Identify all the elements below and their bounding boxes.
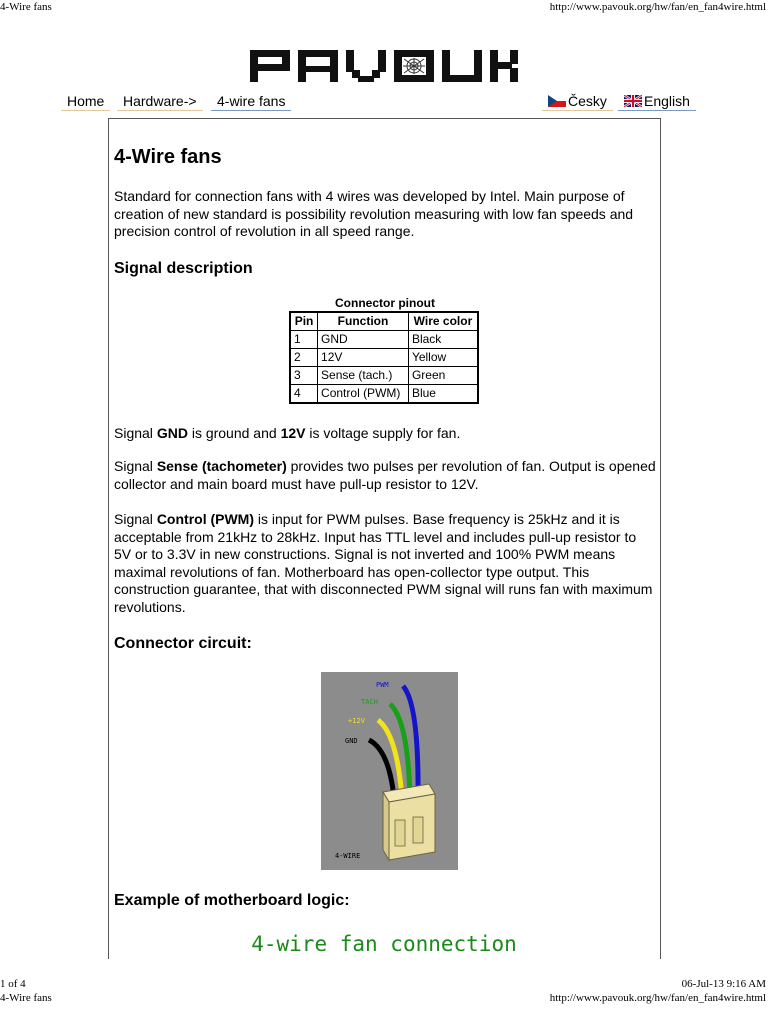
- table-header-row: [290, 312, 478, 331]
- column-header: Function: [318, 312, 409, 331]
- wire-color-cell: Yellow: [408, 349, 478, 367]
- print-footer-url: http://www.pavouk.org/hw/fan/en_fan4wire.html: [549, 992, 766, 1004]
- function-cell: Control (PWM): [318, 385, 409, 404]
- function-cell: GND: [318, 331, 409, 349]
- lang-czech-label: Česky: [568, 93, 607, 109]
- sense-paragraph: Signal Sense (tachometer) provides two pulses per revolution of fan. Output is opened collector and main board must have pull-up resistor to 12V.: [114, 458, 656, 492]
- gnd-term: GND: [156, 425, 188, 441]
- column-header: Wire color: [408, 312, 478, 331]
- lang-english-label: English: [644, 93, 690, 109]
- pinout-table: [289, 311, 479, 404]
- svg-text:4-WIRE: 4-WIRE: [335, 852, 361, 860]
- pin-cell: 1: [290, 331, 318, 349]
- svg-text:PWM: PWM: [376, 681, 389, 689]
- print-footer-page: 1 of 4: [0, 978, 26, 990]
- pinout-table-caption: Connector pinout: [335, 296, 435, 310]
- nav-home-link[interactable]: Home: [61, 92, 110, 111]
- function-cell: 12V: [318, 349, 409, 367]
- function-cell: Sense (tach.): [318, 367, 409, 385]
- table-row: [290, 331, 478, 349]
- article-frame: [108, 118, 661, 959]
- control-paragraph: Signal Control (PWM) is input for PWM pulses. Base frequency is 25kHz and it is acceptable from 21kHz to 28kHz. Input has TTL level and includes pull-up resistor to 5V or to 3.3V in new constructions. Signal is not inverted and 100% PWM means maximal revolutions of fan. Motherboard has open-collector type output. This construction guarantee, that with disconnected PWM signal will runs fan with maximum revolutions.: [114, 511, 653, 615]
- motherboard-logic-heading: Example of motherboard logic:: [114, 892, 350, 909]
- svg-text:TACH: TACH: [361, 698, 378, 706]
- pin-cell: 4: [290, 385, 318, 404]
- pinout-table-block: [289, 295, 481, 404]
- uk-flag-icon: [624, 95, 642, 107]
- table-row: [290, 367, 478, 385]
- nav-current-page[interactable]: 4-wire fans: [211, 92, 291, 111]
- logic-figure-title: 4-wire fan connection: [251, 932, 517, 956]
- svg-text:+12V: +12V: [348, 717, 365, 725]
- pavouk-logo[interactable]: [248, 44, 520, 88]
- table-row: [290, 349, 478, 367]
- connector-circuit-image: [321, 672, 458, 870]
- column-header: Pin: [290, 312, 318, 331]
- print-footer-title: 4-Wire fans: [0, 992, 52, 1004]
- table-row: [290, 385, 478, 404]
- pin-cell: 3: [290, 367, 318, 385]
- lang-english-link[interactable]: [618, 92, 696, 111]
- nav-hardware-link[interactable]: Hardware->: [117, 92, 203, 111]
- intro-paragraph: Standard for connection fans with 4 wires was developed by Intel. Main purpose of creation of new standard is possibility revolution measuring with low fan speeds and precision control of revolution in all speed range.: [114, 188, 634, 239]
- connector-circuit-heading: Connector circuit:: [114, 635, 252, 652]
- print-header-url: http://www.pavouk.org/hw/fan/en_fan4wire.html: [549, 1, 766, 13]
- lang-czech-link[interactable]: [542, 92, 613, 111]
- wire-color-cell: Blue: [408, 385, 478, 404]
- pin-cell: 2: [290, 349, 318, 367]
- control-term: Control (PWM): [156, 511, 255, 527]
- czech-flag-icon: [548, 95, 566, 107]
- print-header-title: 4-Wire fans: [0, 1, 52, 13]
- page-title: 4-Wire fans: [114, 146, 222, 168]
- sense-term: Sense (tachometer): [156, 458, 287, 474]
- svg-text:GND: GND: [345, 737, 358, 745]
- print-footer-datetime: 06-Jul-13 9:16 AM: [681, 978, 766, 990]
- v12-term: 12V: [280, 425, 306, 441]
- wire-color-cell: Green: [408, 367, 478, 385]
- wire-color-cell: Black: [408, 331, 478, 349]
- signal-description-heading: Signal description: [114, 260, 253, 277]
- gnd-paragraph: Signal GND is ground and 12V is voltage supply for fan.: [114, 425, 461, 441]
